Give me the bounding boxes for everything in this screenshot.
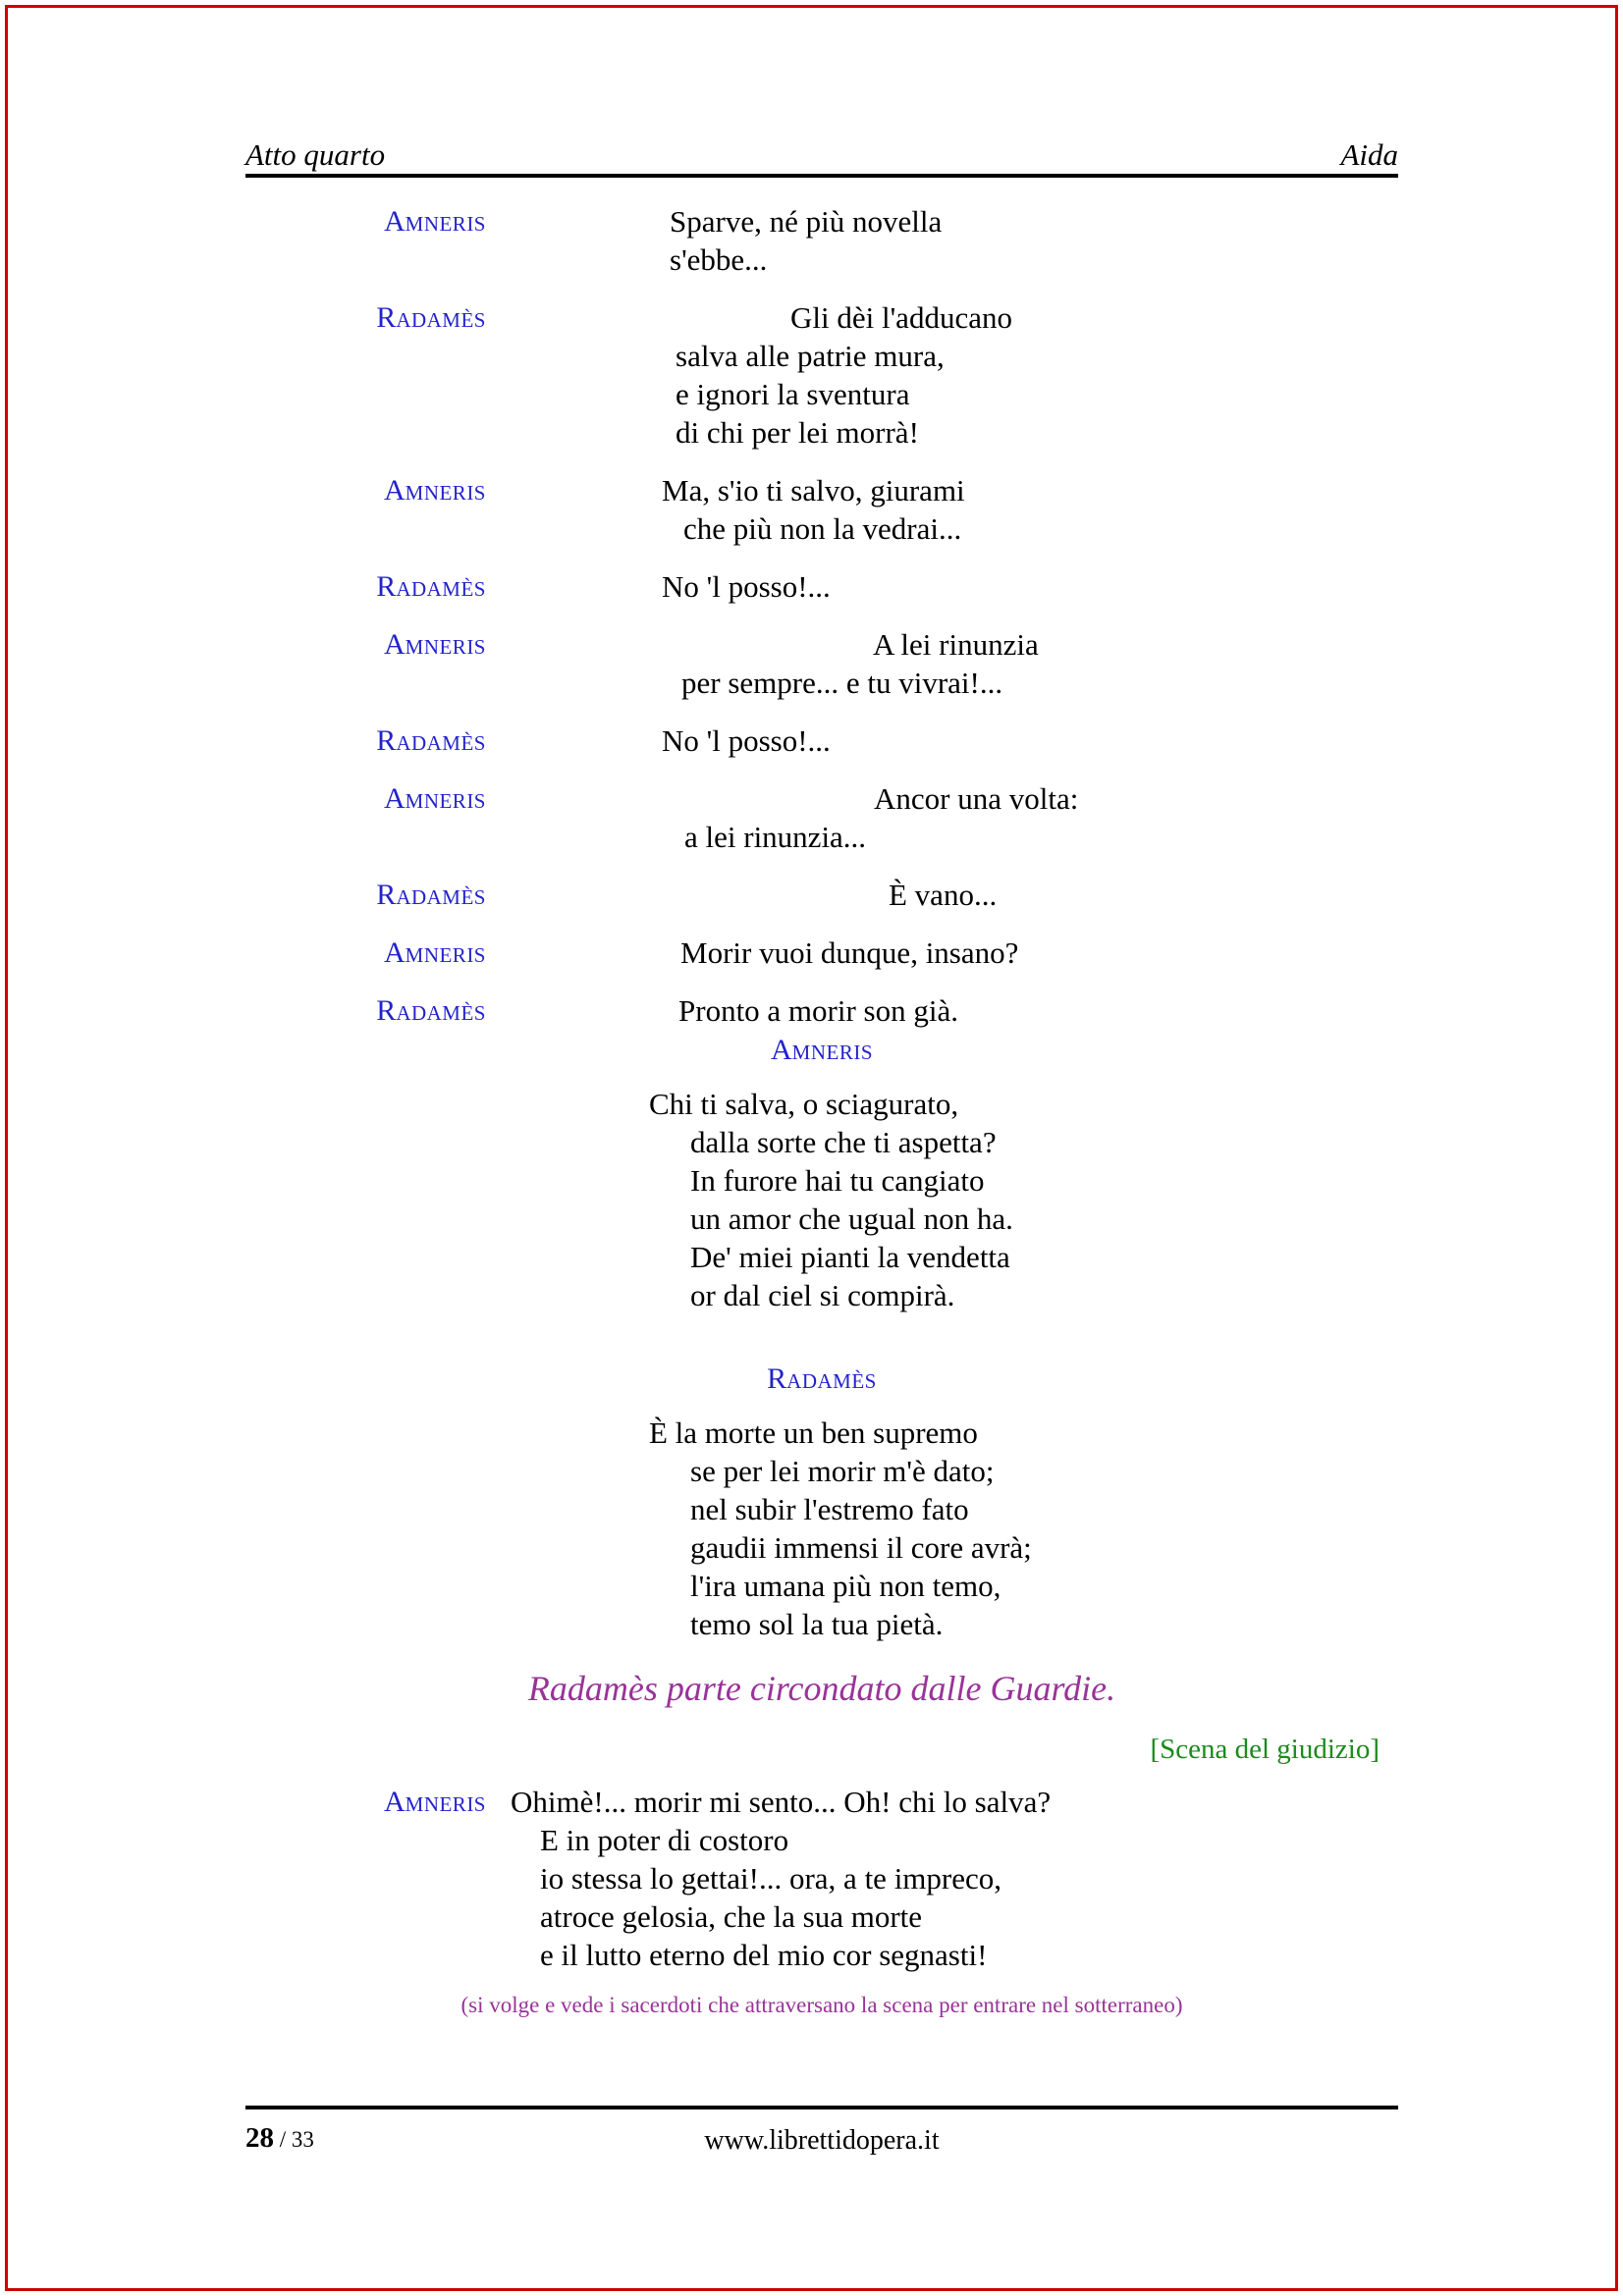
speaker-rest: MNERIS	[405, 212, 486, 236]
header-opera-title: Aida	[1340, 137, 1398, 172]
verse-line: di chi per lei morrà!	[676, 415, 919, 450]
verse-line: s'ebbe...	[670, 242, 768, 277]
speaker-rest: ADAMÈS	[396, 731, 486, 755]
verse-line: Morir vuoi dunque, insano?	[680, 935, 1019, 970]
speaker-initial: A	[383, 1786, 406, 1818]
speaker-initial: A	[383, 628, 406, 661]
scene-note: [Scena del giudizio]	[1150, 1734, 1380, 1765]
verse-line: No 'l posso!...	[662, 569, 831, 604]
verse-line: e il lutto eterno del mio cor segnasti!	[540, 1938, 988, 1972]
verse-line: che più non la vedrai...	[683, 511, 962, 546]
verse-line: No 'l posso!...	[662, 723, 831, 758]
header-act-title: Atto quarto	[245, 137, 386, 172]
speaker-name	[245, 1783, 486, 1826]
speaker-initial: R	[376, 570, 397, 603]
verse-line: temo sol la tua pietà.	[690, 1607, 944, 1641]
speaker-initial: R	[376, 879, 397, 911]
verse-line: per sempre... e tu vivrai!...	[681, 666, 1003, 700]
verse-line: salva alle patrie mura,	[676, 339, 945, 373]
speaker-name	[245, 1031, 1398, 1074]
speaker-name	[245, 779, 486, 823]
speaker-initial: A	[383, 782, 406, 815]
footer-site-url: www.librettidopera.it	[704, 2125, 940, 2156]
speaker-name	[245, 934, 486, 977]
footer-page-number: 28	[245, 2122, 274, 2154]
verse-line: dalla sorte che ti aspetta?	[690, 1125, 997, 1159]
footer-rule	[245, 2106, 1398, 2109]
speaker-name	[245, 1360, 1398, 1403]
verse-line: Gli dèi l'adducano	[790, 300, 1012, 335]
speaker-initial: R	[767, 1362, 787, 1395]
speaker-rest: ADAMÈS	[396, 308, 486, 332]
verse-line: un amor che ugual non ha.	[690, 1201, 1013, 1236]
header-rule	[245, 174, 1398, 178]
verse-line: Ancor una volta:	[874, 781, 1079, 816]
speaker-name	[245, 298, 486, 342]
speaker-name	[245, 991, 486, 1035]
verse-line: e ignori la sventura	[676, 377, 910, 411]
speaker-initial: R	[376, 301, 397, 334]
speaker-rest: MNERIS	[791, 1041, 874, 1064]
speaker-rest: MNERIS	[405, 481, 486, 505]
speaker-initial: R	[376, 724, 397, 757]
speaker-initial: A	[383, 205, 406, 238]
verse-line: a lei rinunzia...	[684, 820, 867, 854]
verse-line: È vano...	[889, 878, 998, 912]
verse-line: È la morte un ben supremo	[649, 1415, 978, 1450]
speaker-rest: MNERIS	[405, 789, 486, 813]
verse-line: atroce gelosia, che la sua morte	[540, 1899, 923, 1934]
footer-page-total: / 33	[274, 2127, 314, 2152]
stage-direction: Radamès parte circondato dalle Guardie.	[527, 1669, 1116, 1708]
speaker-name	[245, 876, 486, 919]
inline-stage-direction: (si volge e vede i sacerdoti che attraversano la scena per entrare nel sotterraneo)	[460, 1993, 1183, 2017]
speaker-rest: ADAMÈS	[786, 1369, 877, 1393]
verse-line: E in poter di costoro	[540, 1823, 789, 1857]
speaker-name	[245, 567, 486, 611]
speaker-rest: MNERIS	[405, 943, 486, 967]
verse-line: De' miei pianti la vendetta	[690, 1240, 1010, 1274]
speaker-initial: R	[376, 994, 397, 1027]
speaker-name	[245, 471, 486, 514]
speaker-name	[245, 721, 486, 765]
verse-line: Ma, s'io ti salvo, giurami	[662, 473, 965, 507]
verse-line: or dal ciel si compirà.	[690, 1278, 955, 1312]
verse-line: l'ira umana più non temo,	[690, 1569, 1001, 1603]
speaker-name	[245, 625, 486, 668]
verse-line: In furore hai tu cangiato	[690, 1163, 985, 1198]
speaker-rest: MNERIS	[405, 635, 486, 659]
verse-line: Ohimè!... morir mi sento... Oh! chi lo salva?	[511, 1785, 1052, 1819]
speaker-rest: ADAMÈS	[396, 1001, 486, 1025]
speaker-rest: ADAMÈS	[396, 885, 486, 909]
verse-line: gaudii immensi il core avrà;	[690, 1530, 1032, 1565]
verse-line: Chi ti salva, o sciagurato,	[649, 1087, 959, 1121]
verse-line: Sparve, né più novella	[670, 204, 943, 239]
speaker-name	[245, 202, 486, 245]
speaker-initial: A	[383, 474, 406, 507]
speaker-initial: A	[383, 936, 406, 969]
verse-line: nel subir l'estremo fato	[690, 1492, 969, 1526]
verse-line: se per lei morir m'è dato;	[690, 1454, 995, 1488]
speaker-initial: A	[770, 1034, 792, 1066]
speaker-rest: ADAMÈS	[396, 577, 486, 601]
verse-line: A lei rinunzia	[873, 627, 1039, 662]
speaker-rest: MNERIS	[405, 1792, 486, 1816]
verse-line: Pronto a morir son già.	[678, 993, 958, 1028]
verse-line: io stessa lo gettai!... ora, a te impreco,	[540, 1861, 1002, 1896]
